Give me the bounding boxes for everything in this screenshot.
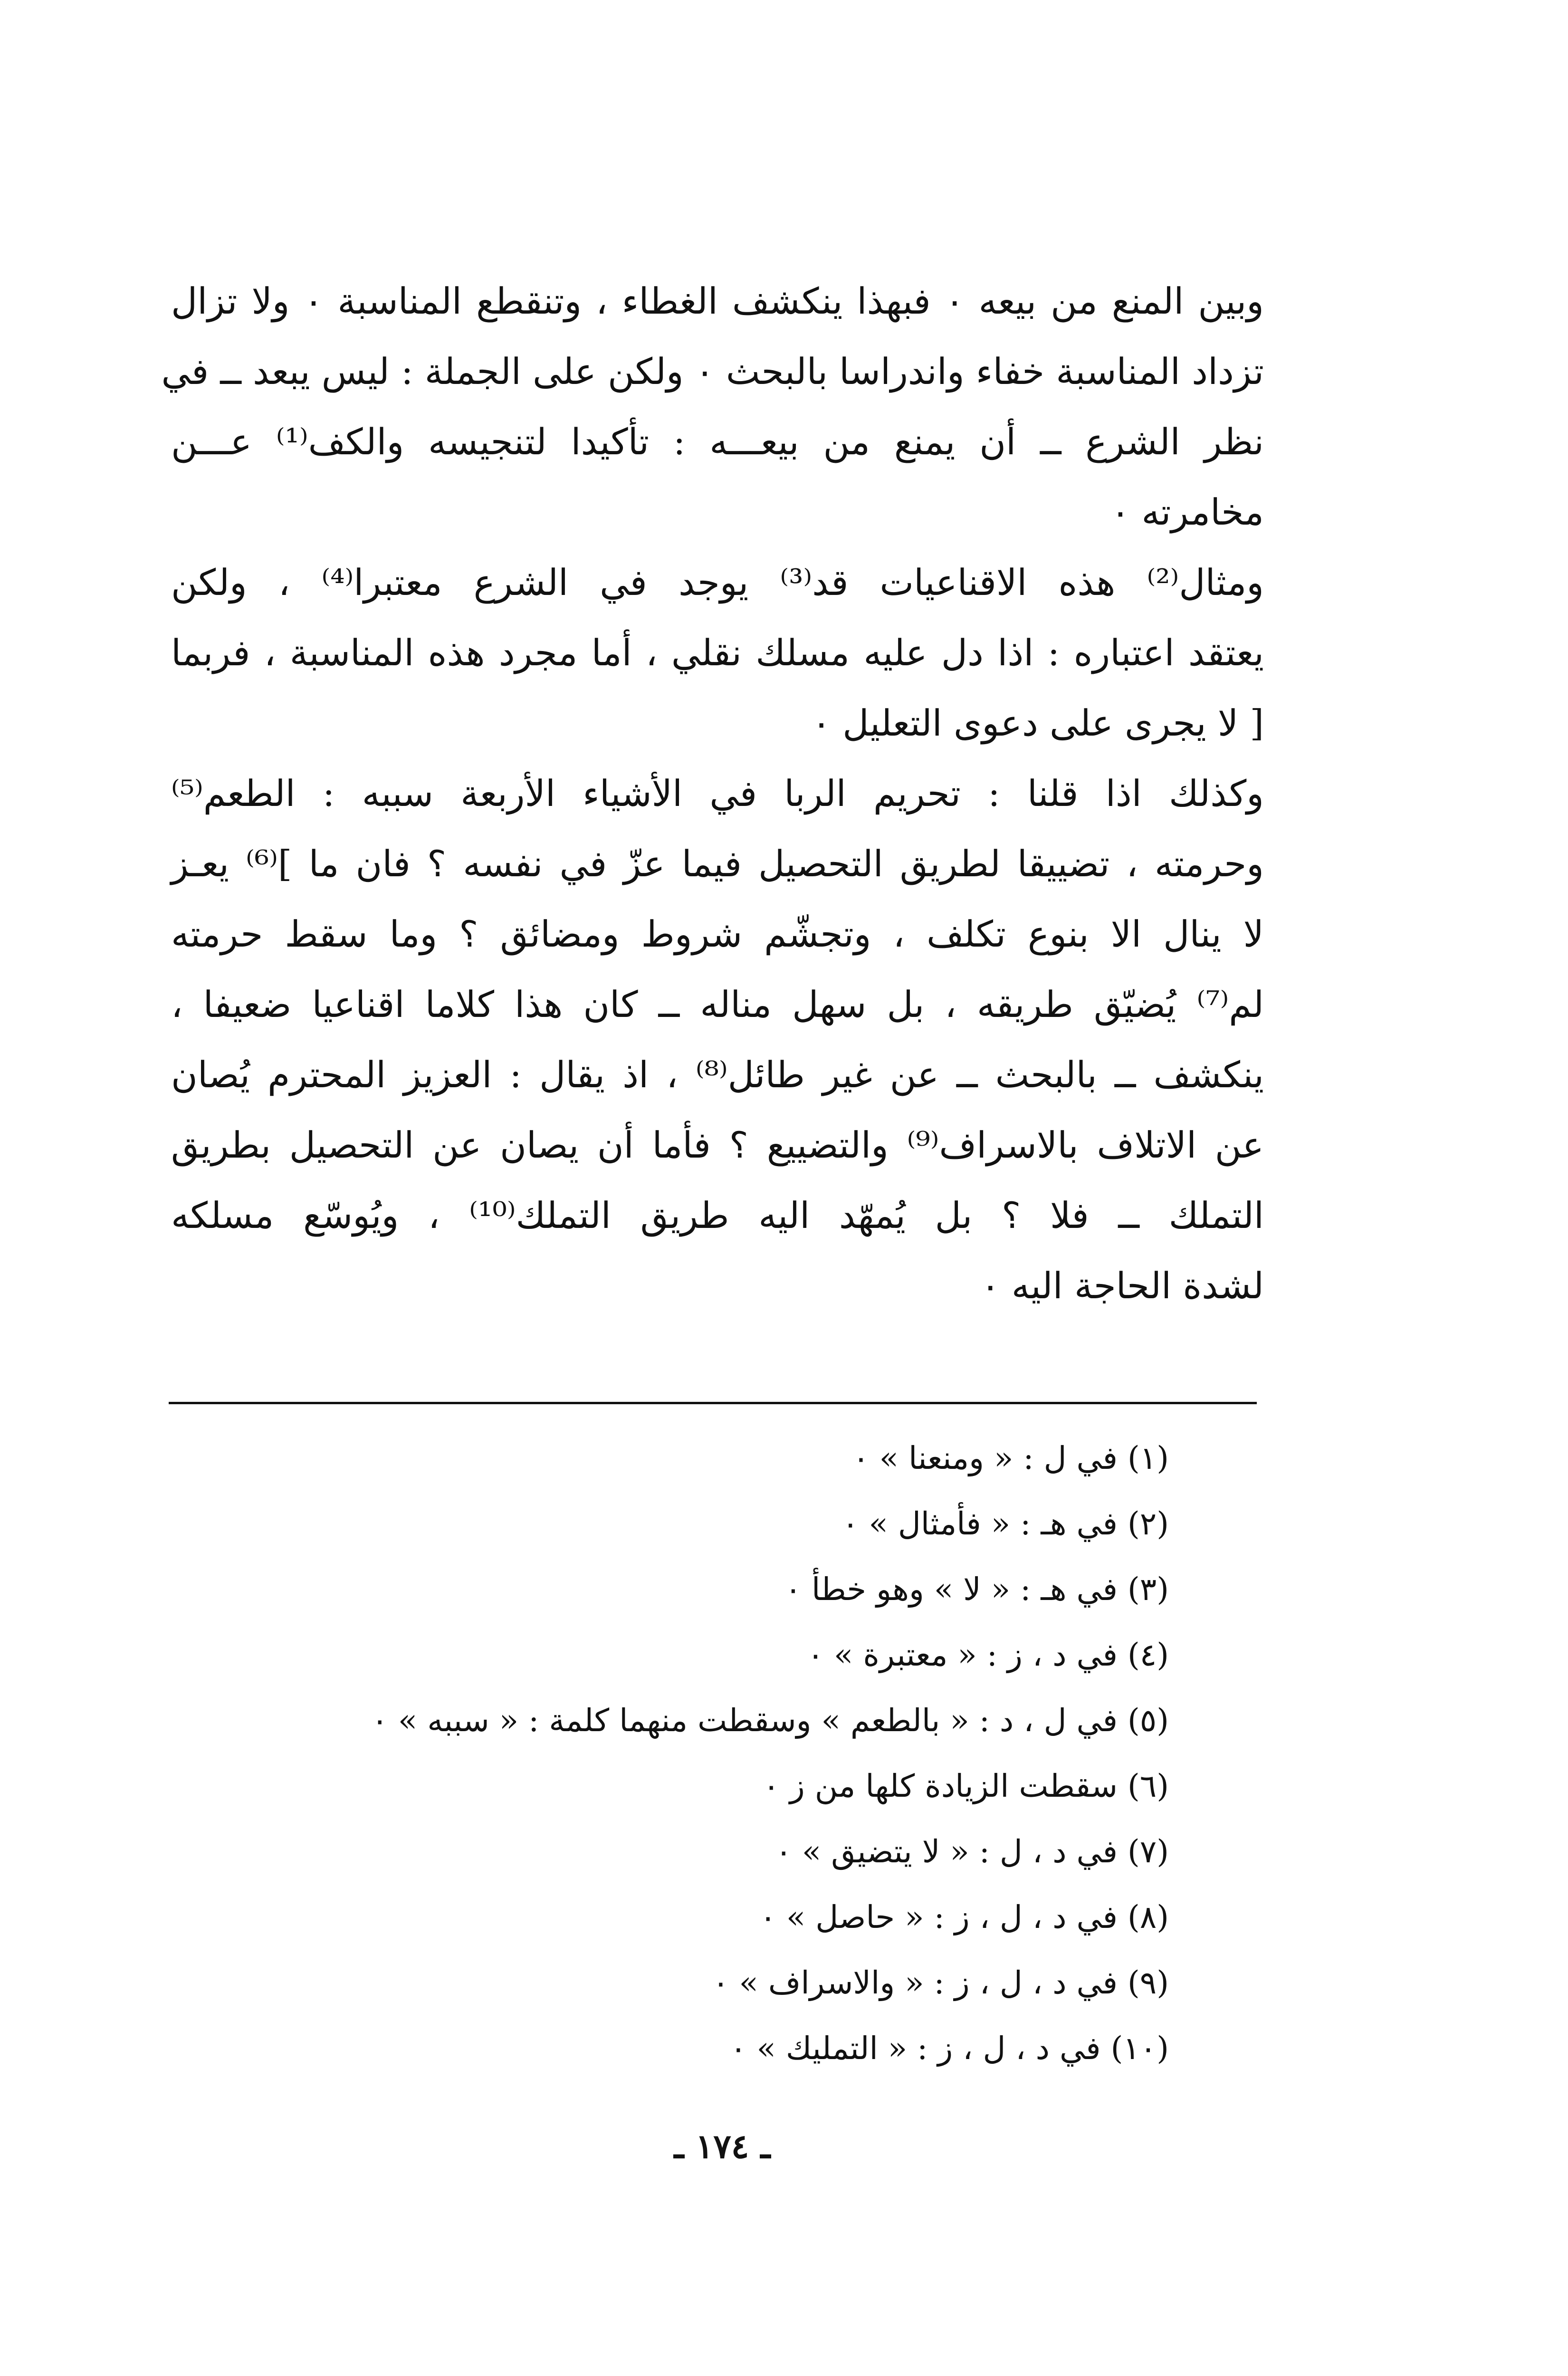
text-line: لا ينال الا بنوع تكلف ، وتجشّم شروط ومضائق ؟ وما سقط حرمته [171,913,1264,955]
text-line: عن الاتلاف بالاسراف⁽⁹⁾ والتضييع ؟ فأما أن يصان عن التحصيل بطريق [171,1124,1264,1166]
main-text [161,266,1264,1321]
text-line: وكذلك اذا قلنا : تحريم الربا في الأشياء الأربعة سببه : الطعم⁽⁵⁾ [171,772,1264,814]
footnote-divider [169,1402,1257,1404]
footnote: (٥) في ل ، د : « بالطعم » وسقطت منهما كلمة : « سببه » ٠ [371,1702,1169,1739]
text-line: لشدة الحاجة اليه ٠ [980,1265,1264,1307]
footnote: (١) في ل : « ومنعنا » ٠ [852,1440,1169,1476]
footnote: (٤) في د ، ز : « معتبرة » ٠ [807,1637,1169,1673]
footnote: (١٠) في د ، ل ، ز : « التمليك » ٠ [730,2030,1169,2067]
text-line: وحرمته ، تضييقا لطريق التحصيل فيما عزّ في نفسه ؟ فان ما ]⁽⁶⁾ يعـز [171,843,1264,885]
footnotes [371,1426,1169,2081]
footnote: (٣) في هـ : « لا » وهو خطأ ٠ [784,1571,1169,1608]
footnote: (٦) سقطت الزيادة كلها من ز ٠ [763,1768,1169,1804]
text-line: تزداد المناسبة خفاء واندراسا بالبحث ٠ ولكن على الجملة : ليس يبعد ــ في [161,350,1264,393]
text-line: وبين المنع من بيعه ٠ فبهذا ينكشف الغطاء ، وتنقطع المناسبة ٠ ولا تزال [171,280,1264,322]
text-line: ينكشف ــ بالبحث ــ عن غير طائل⁽⁸⁾ ، اذ يقال : العزيز المحترم يُصان [171,1054,1264,1096]
footnote: (٢) في هـ : « فأمثال » ٠ [842,1505,1169,1542]
text-line: ومثال⁽²⁾ هذه الاقناعيات قد⁽³⁾ يوجد في الشرع معتبرا⁽⁴⁾ ، ولكن [171,561,1264,604]
footnote: (٧) في د ، ل : « لا يتضيق » ٠ [775,1833,1169,1870]
text-line: التملك ــ فلا ؟ بل يُمهّد اليه طريق التملك⁽¹⁰⁾ ، ويُوسّع مسلكه [171,1194,1264,1236]
text-line: [ لا يجرى على دعوى التعليل ٠ [812,702,1264,744]
footnote: (٨) في د ، ل ، ز : « حاصل » ٠ [759,1899,1169,1935]
page-number: ـ ١٧٤ ـ [674,2127,771,2166]
text-line: نظر الشرع ــ أن يمنع من بيعـــه : تأكيدا لتنجيسه والكف⁽¹⁾ عـــن [171,421,1264,463]
text-line: مخامرته ٠ [1110,491,1264,533]
footnote: (٩) في د ، ل ، ز : « والاسراف » ٠ [712,1964,1169,2001]
text-line: يعتقد اعتباره : اذا دل عليه مسلك نقلي ، أما مجرد هذه المناسبة ، فربما [171,632,1264,674]
text-line: لم⁽⁷⁾ يُضيّق طريقه ، بل سهل مناله ــ كان هذا كلاما اقناعيا ضعيفا ، [171,983,1264,1025]
